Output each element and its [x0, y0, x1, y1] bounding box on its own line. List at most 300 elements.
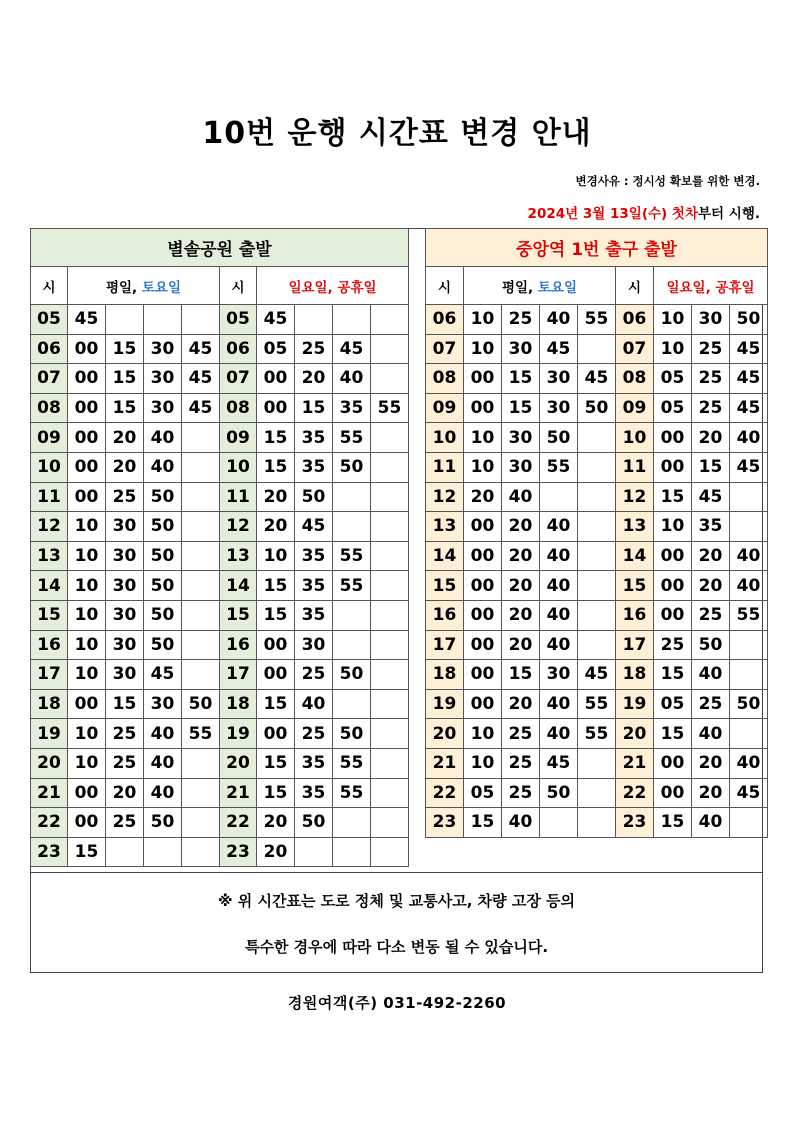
- page-title: 10번 운행 시간표 변경 안내: [202, 116, 592, 151]
- holiday-minute-cell: [371, 837, 409, 867]
- weekday-minute-cell: 50: [144, 630, 182, 660]
- holiday-minute-cell: 20: [295, 364, 333, 394]
- weekday-minute-cell: [182, 452, 220, 482]
- weekday-minute-cell: [144, 837, 182, 867]
- weekday-minute-cell: 00: [464, 571, 502, 601]
- weekday-minute-cell: 00: [464, 393, 502, 423]
- holiday-minute-cell: 15: [257, 571, 295, 601]
- weekday-minute-cell: 20: [464, 482, 502, 512]
- weekday-minute-cell: 00: [464, 689, 502, 719]
- holiday-hour-cell: 23: [616, 808, 654, 838]
- holiday-minute-cell: 35: [295, 423, 333, 453]
- timetable-row: [426, 482, 768, 512]
- holiday-hour-cell: 23: [220, 837, 257, 867]
- timetable-row: [31, 334, 409, 364]
- weekday-minute-cell: [578, 630, 616, 660]
- weekday-minute-cell: [182, 837, 220, 867]
- holiday-header: 일요일, 공휴일: [257, 267, 409, 305]
- timetable-row: [31, 778, 409, 808]
- weekday-minute-cell: 00: [464, 630, 502, 660]
- weekday-minute-cell: 45: [182, 393, 220, 423]
- holiday-minute-cell: [333, 689, 371, 719]
- weekday-minute-cell: 40: [144, 748, 182, 778]
- effective-date: [528, 202, 760, 222]
- holiday-minute-cell: 25: [295, 334, 333, 364]
- holiday-minute-cell: 45: [730, 334, 768, 364]
- weekday-minute-cell: 00: [68, 778, 106, 808]
- weekday-minute-cell: 20: [502, 571, 540, 601]
- weekday-minute-cell: 20: [502, 630, 540, 660]
- holiday-minute-cell: 05: [654, 393, 692, 423]
- holiday-minute-cell: 40: [730, 423, 768, 453]
- saturday-label: 토요일: [537, 279, 578, 296]
- weekday-minute-cell: 40: [540, 305, 578, 335]
- holiday-minute-cell: 20: [257, 808, 295, 838]
- holiday-minute-cell: 55: [333, 778, 371, 808]
- weekday-minute-cell: [144, 305, 182, 335]
- holiday-minute-cell: 55: [730, 600, 768, 630]
- weekday-hour-cell: 12: [426, 482, 464, 512]
- holiday-minute-cell: 20: [692, 571, 730, 601]
- weekday-minute-cell: 00: [68, 393, 106, 423]
- holiday-hour-cell: 17: [220, 660, 257, 690]
- timetable-row: [426, 778, 768, 808]
- weekday-minute-cell: 45: [540, 748, 578, 778]
- holiday-minute-cell: 10: [654, 305, 692, 335]
- weekday-minute-cell: 30: [540, 393, 578, 423]
- weekday-hour-cell: 18: [426, 660, 464, 690]
- weekday-minute-cell: 30: [106, 512, 144, 542]
- weekday-minute-cell: [578, 512, 616, 542]
- weekday-minute-cell: [182, 541, 220, 571]
- holiday-minute-cell: 40: [730, 571, 768, 601]
- holiday-minute-cell: 55: [333, 423, 371, 453]
- holiday-minute-cell: [730, 630, 768, 660]
- hour-header: 시: [31, 267, 68, 305]
- timetable-row: [31, 660, 409, 690]
- weekday-minute-cell: 30: [106, 541, 144, 571]
- holiday-hour-cell: 18: [616, 660, 654, 690]
- timetable-row: [31, 630, 409, 660]
- weekday-minute-cell: 50: [144, 512, 182, 542]
- weekday-hour-cell: 06: [31, 334, 68, 364]
- holiday-minute-cell: 45: [692, 482, 730, 512]
- holiday-minute-cell: 00: [257, 719, 295, 749]
- timetable-row: [31, 364, 409, 394]
- holiday-minute-cell: 25: [654, 630, 692, 660]
- weekday-hour-cell: 17: [426, 630, 464, 660]
- holiday-minute-cell: [371, 660, 409, 690]
- weekday-minute-cell: 25: [106, 808, 144, 838]
- holiday-minute-cell: 05: [654, 364, 692, 394]
- weekday-minute-cell: 30: [502, 423, 540, 453]
- weekday-minute-cell: 45: [578, 660, 616, 690]
- weekday-minute-cell: 15: [502, 660, 540, 690]
- weekday-minute-cell: 25: [502, 748, 540, 778]
- holiday-minute-cell: [371, 630, 409, 660]
- holiday-hour-cell: 17: [616, 630, 654, 660]
- holiday-minute-cell: 40: [295, 689, 333, 719]
- weekday-minute-cell: 50: [144, 808, 182, 838]
- holiday-minute-cell: 55: [333, 541, 371, 571]
- weekday-minute-cell: 00: [68, 482, 106, 512]
- holiday-minute-cell: 45: [730, 778, 768, 808]
- left-section-title: 별솔공원 출발: [31, 229, 409, 267]
- timetable-row: [31, 393, 409, 423]
- holiday-minute-cell: [371, 482, 409, 512]
- holiday-minute-cell: 50: [333, 452, 371, 482]
- holiday-minute-cell: [295, 837, 333, 867]
- weekday-minute-cell: 20: [106, 452, 144, 482]
- holiday-minute-cell: 05: [257, 334, 295, 364]
- timetable-row: [31, 423, 409, 453]
- holiday-hour-cell: 14: [220, 571, 257, 601]
- weekday-minute-cell: [578, 482, 616, 512]
- holiday-minute-cell: 35: [333, 393, 371, 423]
- weekday-hour-cell: 17: [31, 660, 68, 690]
- holiday-minute-cell: 55: [371, 393, 409, 423]
- weekday-hour-cell: 11: [31, 482, 68, 512]
- weekday-hour-cell: 11: [426, 452, 464, 482]
- holiday-hour-cell: 08: [616, 364, 654, 394]
- holiday-minute-cell: 15: [257, 452, 295, 482]
- holiday-minute-cell: 00: [654, 571, 692, 601]
- holiday-minute-cell: [730, 808, 768, 838]
- weekday-minute-cell: 10: [68, 748, 106, 778]
- weekday-hour-cell: 10: [426, 423, 464, 453]
- weekday-minute-cell: 00: [68, 452, 106, 482]
- weekday-minute-cell: 55: [540, 452, 578, 482]
- holiday-hour-cell: 10: [220, 452, 257, 482]
- weekday-hour-cell: 19: [31, 719, 68, 749]
- holiday-minute-cell: 40: [692, 719, 730, 749]
- holiday-hour-cell: 11: [220, 482, 257, 512]
- weekday-minute-cell: 30: [502, 452, 540, 482]
- weekday-minute-cell: 10: [68, 630, 106, 660]
- weekday-minute-cell: [182, 305, 220, 335]
- timetable-row: [31, 689, 409, 719]
- holiday-minute-cell: 40: [692, 808, 730, 838]
- weekday-minute-cell: 45: [144, 660, 182, 690]
- weekday-minute-cell: 25: [106, 719, 144, 749]
- weekday-minute-cell: 00: [68, 334, 106, 364]
- holiday-minute-cell: 20: [692, 541, 730, 571]
- holiday-hour-cell: 10: [616, 423, 654, 453]
- company-contact: 경원여객(주) 031-492-2260: [287, 994, 507, 1012]
- weekday-hour-cell: 10: [31, 452, 68, 482]
- timetable-row: [31, 748, 409, 778]
- weekday-minute-cell: [182, 600, 220, 630]
- holiday-minute-cell: [371, 364, 409, 394]
- timetable-row: [426, 334, 768, 364]
- weekday-minute-cell: 10: [464, 305, 502, 335]
- weekday-hour-cell: 09: [426, 393, 464, 423]
- holiday-minute-cell: 20: [257, 837, 295, 867]
- weekday-minute-cell: 25: [502, 719, 540, 749]
- weekday-hour-cell: 15: [31, 600, 68, 630]
- hour-header: 시: [616, 267, 654, 305]
- holiday-minute-cell: 50: [730, 305, 768, 335]
- holiday-minute-cell: 25: [692, 364, 730, 394]
- weekday-minute-cell: [578, 334, 616, 364]
- holiday-minute-cell: [295, 305, 333, 335]
- weekday-minute-cell: 50: [182, 689, 220, 719]
- weekday-minute-cell: 55: [578, 689, 616, 719]
- timetable-row: [426, 748, 768, 778]
- holiday-hour-cell: 16: [616, 600, 654, 630]
- holiday-minute-cell: [371, 600, 409, 630]
- holiday-minute-cell: 25: [295, 660, 333, 690]
- weekday-minute-cell: 00: [464, 660, 502, 690]
- weekday-minute-cell: 10: [464, 719, 502, 749]
- holiday-hour-cell: 13: [616, 512, 654, 542]
- timetable-row: [31, 541, 409, 571]
- weekday-minute-cell: 50: [540, 423, 578, 453]
- weekday-minute-cell: 15: [106, 393, 144, 423]
- effective-date-suffix: 부터 시행.: [698, 206, 760, 222]
- holiday-minute-cell: 40: [333, 364, 371, 394]
- timetable-row: [426, 512, 768, 542]
- left-timetable: [30, 228, 409, 867]
- weekday-hour-cell: 19: [426, 689, 464, 719]
- holiday-minute-cell: [730, 512, 768, 542]
- weekday-minute-cell: 20: [502, 541, 540, 571]
- timetable-row: [31, 512, 409, 542]
- holiday-minute-cell: 35: [295, 541, 333, 571]
- holiday-hour-cell: 15: [220, 600, 257, 630]
- timetable-row: [426, 660, 768, 690]
- weekday-hour-cell: 21: [31, 778, 68, 808]
- timetable-row: [426, 452, 768, 482]
- holiday-minute-cell: 50: [730, 689, 768, 719]
- weekday-minute-cell: 10: [464, 748, 502, 778]
- weekday-minute-cell: 00: [464, 512, 502, 542]
- weekday-minute-cell: 15: [502, 364, 540, 394]
- holiday-minute-cell: 40: [692, 660, 730, 690]
- weekday-minute-cell: 00: [68, 423, 106, 453]
- weekday-minute-cell: [182, 482, 220, 512]
- holiday-minute-cell: 15: [257, 600, 295, 630]
- holiday-minute-cell: [333, 305, 371, 335]
- weekday-minute-cell: [578, 423, 616, 453]
- holiday-minute-cell: [333, 600, 371, 630]
- weekday-minute-cell: 15: [106, 364, 144, 394]
- weekday-minute-cell: 30: [144, 393, 182, 423]
- timetable-row: [426, 630, 768, 660]
- holiday-minute-cell: [730, 660, 768, 690]
- weekday-minute-cell: 15: [106, 689, 144, 719]
- weekday-hour-cell: 15: [426, 571, 464, 601]
- weekday-minute-cell: 25: [502, 305, 540, 335]
- holiday-minute-cell: 00: [257, 364, 295, 394]
- holiday-hour-cell: 14: [616, 541, 654, 571]
- weekday-minute-cell: 10: [68, 571, 106, 601]
- holiday-hour-cell: 12: [220, 512, 257, 542]
- timetable-row: [31, 837, 409, 867]
- right-section-title: 중앙역 1번 출구 출발: [426, 229, 768, 267]
- notice-line-1: ※ 위 시간표는 도로 정체 및 교통사고, 차량 고장 등의: [217, 892, 576, 910]
- weekday-minute-cell: 00: [464, 364, 502, 394]
- weekday-minute-cell: 15: [502, 393, 540, 423]
- weekday-hour-cell: 06: [426, 305, 464, 335]
- weekday-minute-cell: [578, 808, 616, 838]
- holiday-minute-cell: [371, 423, 409, 453]
- weekday-minute-cell: 30: [540, 364, 578, 394]
- weekday-minute-cell: [182, 748, 220, 778]
- holiday-minute-cell: 00: [257, 630, 295, 660]
- weekday-hour-cell: 12: [31, 512, 68, 542]
- holiday-minute-cell: [371, 808, 409, 838]
- holiday-hour-cell: 09: [220, 423, 257, 453]
- timetable-row: [426, 808, 768, 838]
- weekday-minute-cell: 15: [68, 837, 106, 867]
- holiday-hour-cell: 05: [220, 305, 257, 335]
- weekday-minute-cell: [182, 423, 220, 453]
- holiday-hour-cell: 18: [220, 689, 257, 719]
- weekday-hour-cell: 13: [31, 541, 68, 571]
- weekday-minute-cell: 40: [540, 689, 578, 719]
- holiday-minute-cell: 35: [295, 600, 333, 630]
- weekday-hour-cell: 08: [426, 364, 464, 394]
- weekday-minute-cell: [578, 748, 616, 778]
- timetable-row: [426, 393, 768, 423]
- holiday-minute-cell: [730, 719, 768, 749]
- holiday-minute-cell: 30: [692, 305, 730, 335]
- weekday-minute-cell: 30: [106, 660, 144, 690]
- holiday-minute-cell: 15: [257, 748, 295, 778]
- weekday-minute-cell: [578, 452, 616, 482]
- holiday-minute-cell: 15: [654, 808, 692, 838]
- weekday-label: 평일,: [105, 279, 138, 296]
- holiday-minute-cell: [333, 808, 371, 838]
- holiday-minute-cell: [371, 452, 409, 482]
- holiday-minute-cell: 45: [730, 393, 768, 423]
- timetable-row: [426, 423, 768, 453]
- weekday-minute-cell: [578, 600, 616, 630]
- holiday-minute-cell: [371, 334, 409, 364]
- holiday-minute-cell: 30: [295, 630, 333, 660]
- holiday-minute-cell: 25: [692, 600, 730, 630]
- weekday-minute-cell: 30: [144, 334, 182, 364]
- holiday-hour-cell: 07: [220, 364, 257, 394]
- weekday-minute-cell: 40: [540, 541, 578, 571]
- weekday-minute-cell: [578, 541, 616, 571]
- weekday-minute-cell: 50: [144, 571, 182, 601]
- holiday-minute-cell: 15: [654, 660, 692, 690]
- weekday-minute-cell: [182, 512, 220, 542]
- holiday-minute-cell: 25: [295, 719, 333, 749]
- holiday-minute-cell: 25: [692, 689, 730, 719]
- weekday-minute-cell: 45: [68, 305, 106, 335]
- holiday-minute-cell: 35: [295, 778, 333, 808]
- weekday-minute-cell: 30: [106, 571, 144, 601]
- weekday-minute-cell: 10: [464, 334, 502, 364]
- holiday-minute-cell: 55: [333, 748, 371, 778]
- effective-date-value: 2024년 3월 13일(수) 첫차: [527, 206, 698, 222]
- weekday-minute-cell: 00: [68, 689, 106, 719]
- weekday-minute-cell: 15: [464, 808, 502, 838]
- weekday-hour-cell: 16: [426, 600, 464, 630]
- weekday-minute-cell: 20: [502, 600, 540, 630]
- holiday-minute-cell: [371, 719, 409, 749]
- holiday-minute-cell: [371, 689, 409, 719]
- timetable-row: [31, 571, 409, 601]
- weekday-minute-cell: [578, 778, 616, 808]
- holiday-minute-cell: [333, 482, 371, 512]
- timetable-row: [426, 541, 768, 571]
- weekday-minute-cell: 45: [578, 364, 616, 394]
- weekday-minute-cell: 40: [540, 571, 578, 601]
- holiday-minute-cell: [371, 748, 409, 778]
- weekday-minute-cell: 50: [144, 541, 182, 571]
- holiday-minute-cell: 15: [257, 778, 295, 808]
- holiday-hour-cell: 07: [616, 334, 654, 364]
- weekday-hour-cell: 05: [31, 305, 68, 335]
- weekday-minute-cell: 40: [144, 778, 182, 808]
- weekday-minute-cell: 50: [144, 600, 182, 630]
- holiday-minute-cell: 55: [333, 571, 371, 601]
- weekday-minute-cell: 40: [540, 600, 578, 630]
- weekday-hour-cell: 20: [426, 719, 464, 749]
- weekday-minute-cell: [182, 630, 220, 660]
- holiday-minute-cell: 50: [692, 630, 730, 660]
- weekday-minute-cell: 20: [106, 423, 144, 453]
- holiday-hour-cell: 06: [220, 334, 257, 364]
- weekday-minute-cell: [182, 571, 220, 601]
- weekday-minute-cell: 10: [68, 660, 106, 690]
- weekday-hour-cell: 23: [426, 808, 464, 838]
- weekday-minute-cell: 00: [464, 600, 502, 630]
- weekday-hour-cell: 09: [31, 423, 68, 453]
- timetable-row: [31, 305, 409, 335]
- holiday-minute-cell: 10: [257, 541, 295, 571]
- holiday-minute-cell: 00: [654, 600, 692, 630]
- holiday-minute-cell: 20: [257, 512, 295, 542]
- holiday-minute-cell: 20: [257, 482, 295, 512]
- weekday-minute-cell: 40: [540, 630, 578, 660]
- holiday-minute-cell: [371, 512, 409, 542]
- holiday-hour-cell: 21: [220, 778, 257, 808]
- weekday-hour-cell: 07: [426, 334, 464, 364]
- timetable-row: [426, 571, 768, 601]
- holiday-minute-cell: 45: [730, 452, 768, 482]
- holiday-minute-cell: 50: [295, 808, 333, 838]
- holiday-minute-cell: 00: [654, 778, 692, 808]
- holiday-minute-cell: 15: [257, 423, 295, 453]
- holiday-minute-cell: 15: [257, 689, 295, 719]
- weekday-minute-cell: 10: [464, 452, 502, 482]
- weekday-minute-cell: 00: [68, 364, 106, 394]
- holiday-minute-cell: [333, 630, 371, 660]
- holiday-hour-cell: 16: [220, 630, 257, 660]
- weekday-minute-cell: 00: [464, 541, 502, 571]
- weekday-hour-cell: 22: [31, 808, 68, 838]
- holiday-minute-cell: 50: [333, 660, 371, 690]
- holiday-minute-cell: 25: [692, 334, 730, 364]
- weekday-minute-cell: 40: [502, 482, 540, 512]
- weekday-minute-cell: 10: [464, 423, 502, 453]
- weekday-hour-cell: 20: [31, 748, 68, 778]
- weekday-hour-cell: 16: [31, 630, 68, 660]
- holiday-hour-cell: 11: [616, 452, 654, 482]
- weekday-hour-cell: 18: [31, 689, 68, 719]
- holiday-minute-cell: [371, 778, 409, 808]
- holiday-minute-cell: 10: [654, 512, 692, 542]
- weekday-minute-cell: 55: [182, 719, 220, 749]
- holiday-hour-cell: 22: [220, 808, 257, 838]
- holiday-minute-cell: 40: [730, 748, 768, 778]
- weekday-hour-cell: 08: [31, 393, 68, 423]
